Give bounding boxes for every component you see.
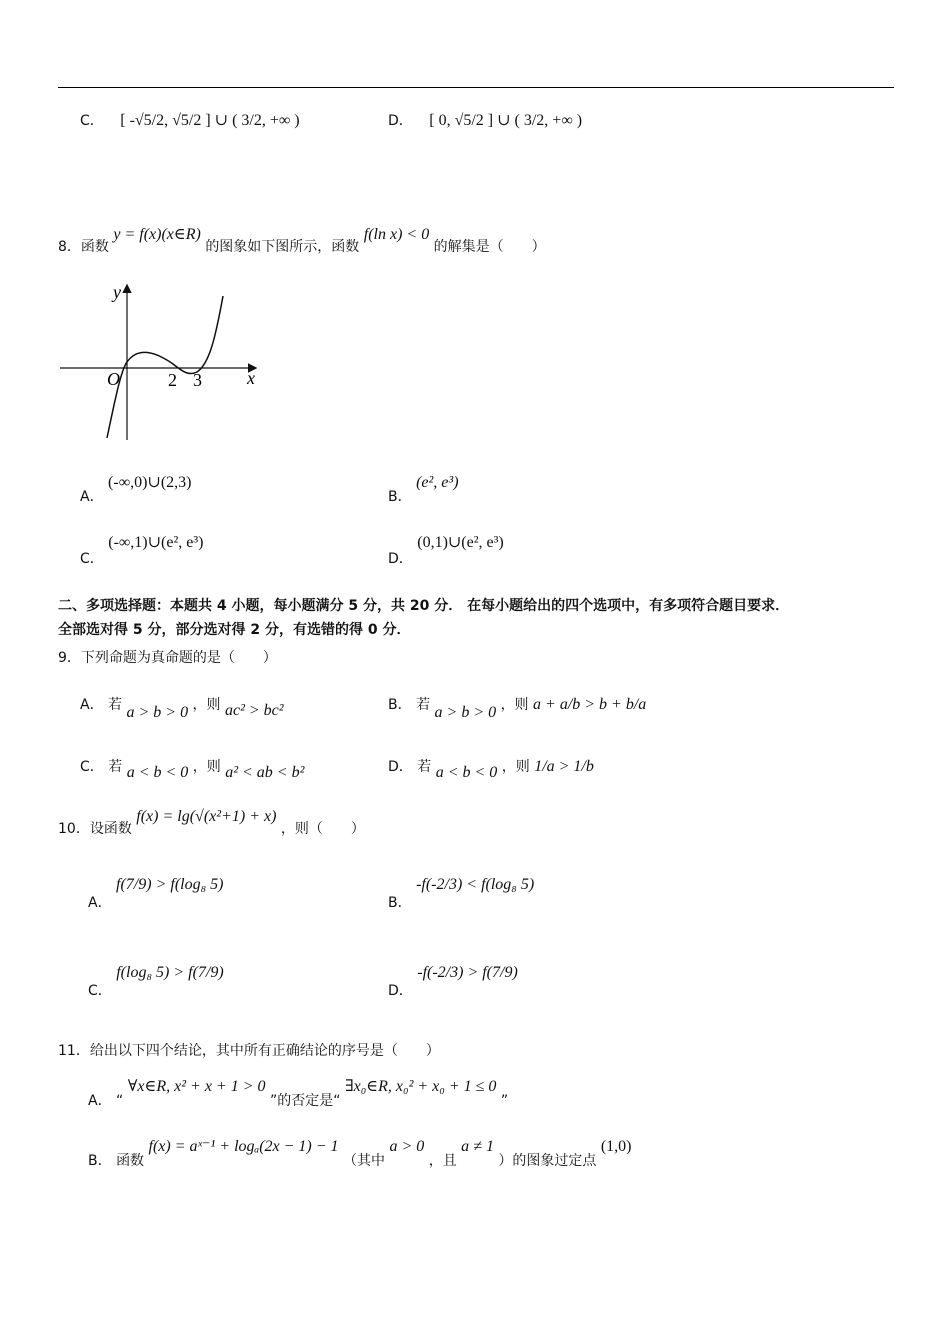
if-text: 若 [108,697,123,713]
negation-text: ”的否定是“ [269,1093,341,1109]
q9-d-condition: a < b < 0 [435,764,498,781]
then-text: ，则 [500,697,529,713]
quote-close: ” [500,1093,509,1109]
q9-a-result: ac² > bc² [224,702,284,719]
q11-option-a[interactable] [88,1076,509,1109]
tick-label-3: 3 [193,370,202,390]
where-text: （其中 [343,1153,385,1169]
option-label: A． [80,697,104,713]
section-2-heading-line2: 全部选对得 5 分，部分选对得 2 分，有选错的得 0 分． [58,622,411,638]
q9-b-result: a + a/b > b + b/a [533,696,647,713]
x-axis-label: x [247,368,255,388]
q10-option-b[interactable] [388,870,535,911]
q9-d-result: 1/a > 1/b [534,758,594,775]
q9-c-condition: a < b < 0 [126,764,189,781]
option-label: A． [88,1093,112,1109]
q8-a-expression: (-∞,0)∪(2,3) [108,474,192,491]
tick-label-2: 2 [168,370,177,390]
q7-c-expression: [ -√5/2, √5/2 ] ∪ ( 3/2, +∞ ) [120,112,300,129]
q9-a-condition: a > b > 0 [126,704,189,721]
option-label: B． [388,895,412,911]
q10-b-expression: -f(-2/3) < f(log₈ 5) [416,876,535,893]
q8-option-c[interactable] [80,532,204,567]
q10-tail: ，则（ ） [280,821,365,837]
quote-open: “ [116,1093,124,1109]
q11-option-b[interactable] [88,1136,632,1169]
option-label: A． [88,895,112,911]
q9-c-result: a² < ab < b² [225,764,305,781]
function-text: 函数 [116,1153,145,1169]
option-label: D． [388,551,413,567]
if-text: 若 [108,759,123,775]
fixed-point-text: ）的图象过定点 [498,1153,597,1169]
option-label: C． [80,113,104,129]
q8-option-d[interactable] [388,532,504,567]
option-label: C． [80,759,104,775]
q9-b-condition: a > b > 0 [434,704,497,721]
then-text: ，则 [192,697,221,713]
option-label: D． [388,983,413,999]
q11-a-negation: ∃x₀∈R, x₀² + x₀ + 1 ≤ 0 [344,1078,497,1095]
and-text: ，且 [428,1153,457,1169]
q11-b-condition-2: a ≠ 1 [461,1138,494,1155]
q11-b-point: (1,0) [600,1138,632,1155]
option-label: C． [88,983,112,999]
q8-d-expression: (0,1)∪(e², e³) [417,534,504,551]
option-label: C． [80,551,104,567]
option-label: D． [388,759,413,775]
q8-b-expression: (e², e³) [416,474,459,491]
q9-option-c[interactable] [80,756,305,781]
q10-option-c[interactable] [88,958,224,999]
q10-d-expression: -f(-2/3) > f(7/9) [417,964,518,981]
q11-a-proposition: ∀x∈R, x² + x + 1 > 0 [127,1078,266,1095]
section-2-heading-line1: 二、多项选择题：本题共 4 小题，每小题满分 5 分，共 20 分． 在每小题给出的四个选项中，有多项符合题目要求． [58,598,790,614]
q8-stem [58,224,546,255]
q11-b-condition-1: a > 0 [389,1138,425,1155]
q11-b-function: f(x) = aˣ⁻¹ + logₐ(2x − 1) − 1 [148,1138,339,1155]
q9-option-a[interactable] [80,694,284,721]
q8-option-b[interactable] [388,472,459,505]
q8-number: 8．函数 [58,239,109,255]
q9-option-b[interactable] [388,694,647,721]
q10-function: f(x) = lg(√(x²+1) + x) [136,808,277,825]
option-label: B． [388,697,412,713]
option-label: B． [88,1153,112,1169]
q8-tail: 的解集是（ ） [433,239,546,255]
option-label: D． [388,113,413,129]
q8-function: y = f(x)(x∈R) [113,226,201,243]
q8-function-graph [55,280,270,445]
q10-option-d[interactable] [388,958,518,999]
q7-d-expression: [ 0, √5/2 ] ∪ ( 3/2, +∞ ) [429,112,583,129]
then-text: ，则 [501,759,530,775]
q9-stem: 9．下列命题为真命题的是（ ） [58,650,277,666]
q7-option-c[interactable] [80,100,300,129]
if-text: 若 [416,697,431,713]
y-axis-label: y [113,282,121,302]
q8-c-expression: (-∞,1)∪(e², e³) [108,534,204,551]
q8-inequality: f(ln x) < 0 [363,226,430,243]
q9-option-d[interactable] [388,756,594,781]
option-label: A． [80,489,104,505]
q7-option-d[interactable] [388,100,583,129]
function-curve [107,296,223,438]
q10-stem [58,806,365,837]
then-text: ，则 [192,759,221,775]
origin-label: O [107,369,120,389]
q8-option-a[interactable] [80,472,192,505]
if-text: 若 [417,759,432,775]
q11-stem: 11．给出以下四个结论，其中所有正确结论的序号是（ ） [58,1043,440,1059]
q10-number: 10．设函数 [58,821,132,837]
q10-option-a[interactable] [88,870,224,911]
q10-a-expression: f(7/9) > f(log₈ 5) [116,876,224,893]
q8-mid-text: 的图象如下图所示，函数 [205,239,360,255]
q10-c-expression: f(log₈ 5) > f(7/9) [116,964,224,981]
header-rule [58,87,894,88]
option-label: B． [388,489,412,505]
